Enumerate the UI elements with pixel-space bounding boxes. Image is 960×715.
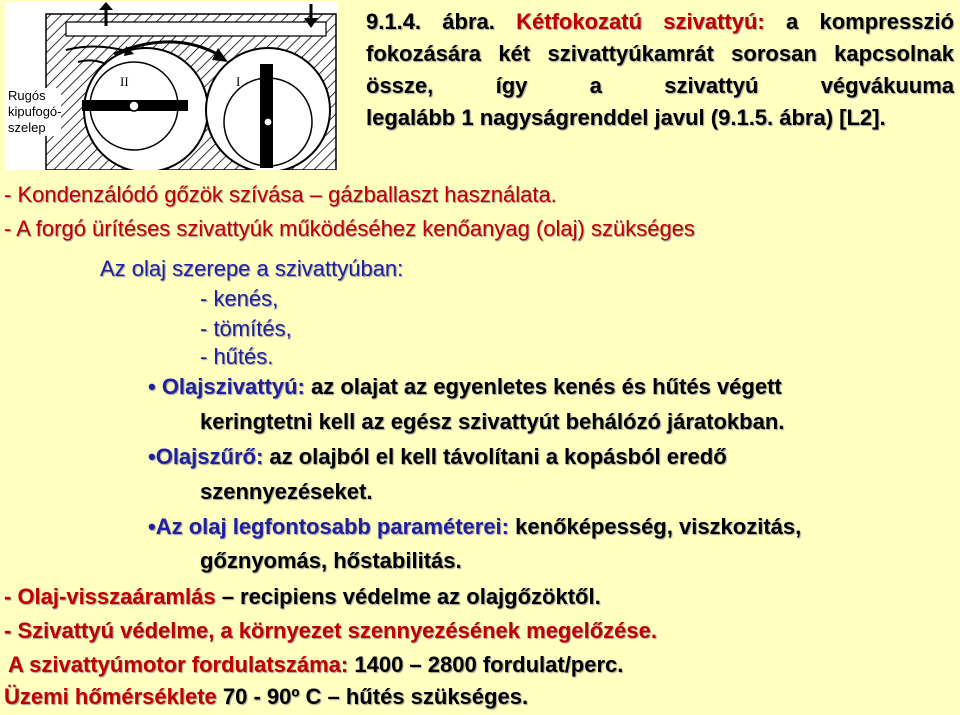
visszaaramlas-line: [4, 582, 601, 612]
bullet-kondenzalodo: - Kondenzálódó gőzök szívása – gázballaszt használata.: [4, 182, 557, 207]
bullet-forgo: - A forgó ürítéses szivattyúk működéséhez kenőanyag (olaj) szükséges: [4, 216, 695, 241]
exhaust-arrow-head: [99, 2, 113, 10]
visszaaramlas-label: - Olaj-visszaáramlás: [4, 584, 216, 609]
vedelme-label: - Szivattyú védelme,: [4, 618, 215, 643]
rotor-i-axis: [264, 118, 272, 126]
oil-role-hutes: - hűtés.: [200, 344, 274, 369]
vane-i: [260, 64, 273, 168]
fordulat-label: A szivattyúmotor fordulatszáma:: [8, 652, 349, 677]
pump-diagram: [6, 2, 338, 170]
olajszuro-text: az olajból el kell távolítani a kopásból eredő: [263, 444, 727, 469]
oil-role-kenes: - kenés,: [200, 286, 279, 311]
olajszivattyu-label: • Olajszivattyú:: [148, 374, 305, 399]
oil-role-heading: Az olaj szerepe a szivattyúban:: [100, 256, 404, 281]
caption-highlight: Kétfokozatú szivattyú:: [516, 9, 765, 34]
parameterei-line: [148, 512, 801, 542]
olajszivattyu-text: az olajat az egyenletes kenés és hűtés végett: [304, 374, 782, 399]
chamber-label-ii: II: [120, 74, 129, 89]
caption-body-line3: kapcsolnak össze, így a szivattyú végvákuuma: [366, 41, 954, 98]
vedelme-text: a környezet szennyezésének megelőzése.: [214, 618, 657, 643]
uzemi-label: Üzemi hőmérséklete: [4, 684, 217, 709]
parameterei-text: kenőképesség, viszkozitás,: [509, 514, 802, 539]
olajszivattyu-cont: keringtetni kell az egész szivattyút behálózó járatokban.: [200, 409, 785, 434]
rotor-ii-axis: [129, 101, 139, 111]
olajszuro-cont: szennyezéseket.: [200, 479, 373, 504]
figure-caption: [366, 6, 954, 134]
oil-role-tomites: - tömítés,: [200, 316, 292, 341]
chamber-label-i: I: [236, 74, 241, 89]
parameterei-label: •Az olaj legfontosabb paraméterei:: [148, 514, 509, 539]
uzemi-text: 70 - 90º C – hűtés szükséges.: [216, 684, 529, 709]
caption-body-line1: a kompresszió: [764, 9, 954, 34]
caption-number: 9.1.4. ábra.: [366, 9, 495, 34]
olajszuro-line: [148, 442, 727, 472]
valve-label-line: szelep: [8, 120, 46, 135]
olajszivattyu-line: [148, 372, 782, 402]
caption-body-line2: fokozására két szivattyúkamrát sorosan: [366, 41, 817, 66]
parameterei-cont: gőznyomás, hőstabilitás.: [200, 548, 462, 573]
fordulat-text: 1400 – 2800 fordulat/perc.: [348, 652, 624, 677]
valve-label-line: Rugós: [8, 88, 46, 103]
caption-body-line4: legalább 1 nagyságrenddel javul (9.1.5. ábra) [L2].: [366, 105, 886, 130]
valve-label: [8, 88, 61, 136]
visszaaramlas-text: – recipiens védelme az olajgőzöktől.: [215, 584, 601, 609]
fordulat-line: [8, 650, 623, 680]
olajszuro-label: •Olajszűrő:: [148, 444, 264, 469]
vedelme-line: [4, 616, 657, 646]
valve-label-line: kipufogó-: [8, 104, 62, 119]
uzemi-line: [4, 682, 528, 712]
pump-diagram-drawing: [6, 2, 338, 170]
